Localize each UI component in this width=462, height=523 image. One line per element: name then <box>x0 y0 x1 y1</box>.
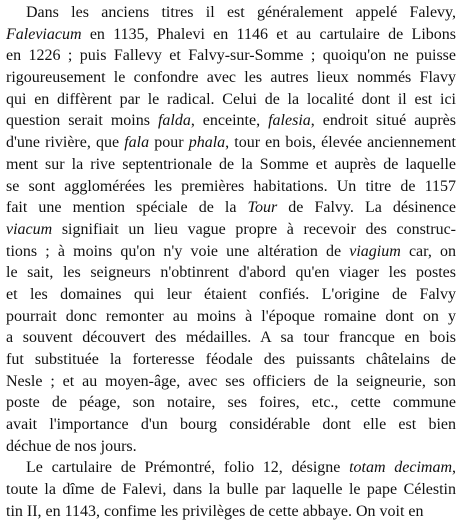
text-segment: de Falvy. La désinence <box>277 199 456 217</box>
text-segment: tions ; à moins qu'on n'y voie une altération de <box>6 242 350 260</box>
text-line <box>6 2 456 24</box>
text-segment: , endroit situé auprès <box>310 112 456 130</box>
italic-text: Tour <box>247 199 278 217</box>
text-line <box>6 392 456 414</box>
text-line <box>6 371 456 393</box>
italic-text: fala <box>124 134 150 152</box>
text-segment: et les domaines qui leur étaient confiés. L'origine de Falvy <box>6 285 456 303</box>
text-line <box>6 45 456 67</box>
text-segment: signifiait un lieu vague propre à recevoir des construc- <box>52 220 456 238</box>
text-segment: en 1226 ; puis Fallevy et Falvy-sur-Somme ; quoiqu'on ne puisse <box>6 47 456 65</box>
text-line <box>6 306 456 328</box>
text-line <box>6 501 456 523</box>
text-body <box>6 2 456 523</box>
text-line <box>6 284 456 306</box>
text-segment: qui en diffèrent par le radical. Celui de la localité dont il est ici <box>6 90 456 108</box>
italic-text: viagium <box>349 242 401 260</box>
italic-text: falesia <box>268 112 311 130</box>
text-line <box>6 67 456 89</box>
text-segment: tin II, en 1143, confime les privilèges de cette abbaye. On voit en <box>6 502 424 520</box>
text-segment: pourrait donc remonter au moins à l'époque romaine dont on y <box>6 307 456 325</box>
text-line <box>6 457 456 479</box>
text-line <box>6 349 456 371</box>
italic-text: falda <box>157 112 191 130</box>
text-segment: d'une rivière, que <box>6 134 125 152</box>
text-segment: se sont agglomérées les premières habitations. Un titre de 1157 <box>6 177 456 195</box>
text-segment: , enceinte, <box>190 112 269 130</box>
text-segment: , tour en bois, élevée anciennement <box>225 134 456 152</box>
text-segment: Nesle ; et au moyen-âge, avec ses officiers de la seigneurie, son <box>6 372 456 390</box>
text-segment: rigoureusement le confondre avec les autres lieux nommés Flavy <box>6 69 456 87</box>
text-segment: déchue de nos jours. <box>6 437 137 455</box>
text-line <box>6 414 456 436</box>
italic-text: Faleviacum <box>6 25 82 43</box>
text-segment: Dans les anciens titres il est généralement appelé Falevy, <box>26 4 456 21</box>
text-line <box>6 436 456 458</box>
text-segment: question serait moins <box>6 112 158 130</box>
text-segment: en 1135, Phalevi en 1146 et au cartulaire de Libons <box>81 25 456 43</box>
text-line <box>6 132 456 154</box>
text-line <box>6 262 456 284</box>
italic-text: totam decimam <box>349 459 453 477</box>
text-segment: poste de péage, son notaire, ses foires, etc., cette commune <box>6 394 456 412</box>
text-line <box>6 219 456 241</box>
text-segment: le sait, les seigneurs n'obtinrent d'abord qu'en viager les postes <box>6 264 456 282</box>
text-line <box>6 24 456 46</box>
text-line <box>6 110 456 132</box>
text-segment: pour <box>149 134 189 152</box>
text-line <box>6 89 456 111</box>
text-segment: toute la dîme de Falevi, dans la bulle par laquelle le pape Célestin <box>6 481 456 499</box>
text-line <box>6 197 456 219</box>
text-segment: fait une mention spéciale de la <box>6 199 248 217</box>
text-segment: avait l'importance d'un bourg considérable dont elle est bien <box>6 416 456 434</box>
text-line <box>6 176 456 198</box>
text-segment: a souvent découvert des médailles. A sa tour francque en bois <box>6 329 456 347</box>
italic-text: viacum <box>6 220 53 238</box>
text-line <box>6 327 456 349</box>
text-segment: , <box>452 459 456 477</box>
text-line <box>6 479 456 501</box>
text-segment: Le cartulaire de Prémontré, folio 12, désigne <box>26 459 350 477</box>
italic-text: phala <box>188 134 226 152</box>
text-line <box>6 241 456 263</box>
text-segment: ment sur la rive septentrionale de la Somme et auprès de laquelle <box>6 155 456 173</box>
text-segment: car, on <box>400 242 456 260</box>
text-line <box>6 154 456 176</box>
text-segment: fut substituée la forteresse féodale des puissants châtelains de <box>6 351 456 368</box>
